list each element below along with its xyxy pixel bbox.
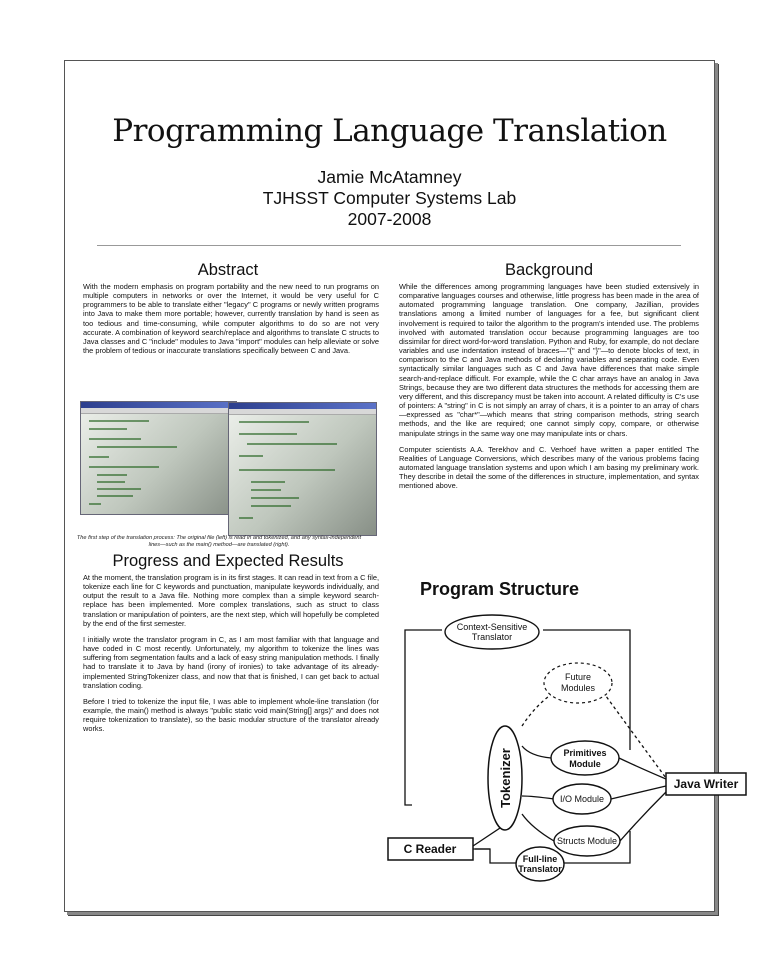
connector-line: [619, 758, 666, 779]
abstract-heading: Abstract: [197, 261, 259, 279]
program-structure-diagram: [310, 606, 739, 911]
connector-line: [620, 792, 666, 841]
window-menubar: [81, 408, 236, 414]
progress-paragraph: I initially wrote the translator program in C, as I am most familiar with that language and have coded in C most recently. Unfortunately, my algorithm to tokenize the lines was suffering from segmentation faults and a lack of easy string manipulation methods. I finally had to translate it to Java by hand (irony of ironies) to take advantage of its already-implemented StringTokenizer class, and now that that is finished, I can get back to actual translation coding.: [83, 634, 379, 690]
year: 2007-2008: [347, 209, 432, 229]
future-modules-label: Future: [564, 672, 592, 682]
primitives-module-node: [551, 741, 619, 775]
window-menubar: [229, 409, 376, 415]
author-name: Jamie McAtamney: [317, 167, 462, 187]
progress-paragraph: Before I tried to tokenize the input file, I was able to implement whole-line translation (for example, the main() method is always "public static void main(String[] args)" and does not require tokenization to translate), so the basic modular structure of the translator already works.: [83, 696, 379, 734]
structs-module-label: Structs Module: [556, 836, 618, 846]
java-writer-label: Java Writer: [673, 777, 739, 791]
connector-line-dashed: [522, 693, 553, 726]
io-module-label: I/O Module: [559, 794, 605, 804]
connector-line: [405, 630, 442, 679]
connector-line: [522, 746, 551, 758]
background-paragraph: Computer scientists A.A. Terekhov and C. Verhoef have written a paper entitled The Realities of Language Conversions, which describes many of the various problems facing automated language translation systems and upon which I am basing my preliminary work. They describe in detail the some of the differences in structure, implementation, and syntax mentioned above.: [399, 444, 699, 491]
abstract-text: With the modern emphasis on program portability and the new need to run programs on multiple computers in networks or over the Internet, it would be very useful for C programmers to be able to translate either "legacy" C programs or newly written programs into Java to make them more portable; however, currently translation by hand is seen as too tedious and time-consuming, while computer algorithms to do so are not very accurate. A combination of keyword search/replace and algorithms to translate C structs to Java classes and C "include" modules to Java "import" modules can help alleviate or solve the problem of tedious or inaccurate translations specifically between C and Java.: [83, 282, 379, 356]
title-divider: [97, 245, 681, 246]
primitives-module-label: Module: [569, 759, 601, 769]
progress-heading: Progress and Expected Results: [112, 552, 344, 570]
poster-page: [64, 60, 739, 912]
progress-paragraph: At the moment, the translation program is in its first stages. It can read in text from a C file, tokenize each line for C keywords and punctuation, manipulate keywords individually, and output the result to a Java file. Nothing more complex than a simple keyword search-replace has been implemented. More complex translations, such as struct to class translation or manipulation of pointers, are the next step, which will hopefully be completed by the end of the first semester.: [83, 573, 379, 628]
full-line-translator-label: Full-line: [522, 854, 558, 864]
screenshot-translated-java-file: [228, 402, 377, 536]
connector-line: [611, 786, 666, 799]
full-line-translator-label: Translator: [518, 864, 562, 874]
figure-caption: The first step of the translation process: The original file (left) is read in and tokenized, and any syntax-independent lines—such as the main() method—are translated (right).: [76, 535, 362, 548]
tokenizer-label: Tokenizer: [498, 748, 513, 808]
program-structure-heading: Program Structure: [419, 579, 580, 599]
c-reader-label: C Reader: [403, 842, 457, 856]
connector-line: [473, 849, 517, 863]
connector-line: [405, 679, 412, 805]
affiliation: TJHSST Computer Systems Lab: [262, 188, 517, 208]
connector-line: [522, 814, 554, 841]
connector-line: [522, 796, 554, 799]
primitives-module-label: Primitives: [563, 748, 607, 758]
context-sensitive-translator-label: Translator: [471, 632, 513, 642]
poster-title: Programming Language Translation: [112, 113, 667, 149]
future-modules-label: Modules: [560, 683, 596, 693]
context-sensitive-translator-label: Context-Sensitive: [456, 622, 528, 632]
background-heading: Background: [504, 261, 594, 279]
background-text: [399, 282, 699, 497]
screenshot-original-c-file: [80, 401, 237, 515]
background-paragraph: While the differences among programming languages have been studied extensively in comparative languages courses and otherwise, little progress has been made in the area of automated programming language translation. One company, Jazillian, provides translations among a limited number of languages for a fee, but significant client involvement is required to tailor the algorithm to the program's intended use. The problems involved with automated translation occur because programming languages are too dissimilar for direct word-for-word translation. Python and Ruby, for example, do not declare variables and use indentation instead of braces—"{" and "}"—to denote blocks of text, in comparison to the C and Java methods of declaring variables and separating code. Even syntactically similar languages such as C and Java have differences that make simple search-and-replace difficult. For example, while the C char arrays have an analog in Java Strings, because they are two different data structures the methods for accessing them are very different, and this discrepancy must be taken into account. A related difficulty is C's use of pointers: A "string" in C is not simply an array of chars, it is a pointer to an array of chars—expressed as "char*"—which means that string comparison methods, string search methods, and the like are required; one cannot simply copy, compare, or otherwise manipulate strings in the same way one may manipulate ints or chars.: [399, 282, 699, 438]
